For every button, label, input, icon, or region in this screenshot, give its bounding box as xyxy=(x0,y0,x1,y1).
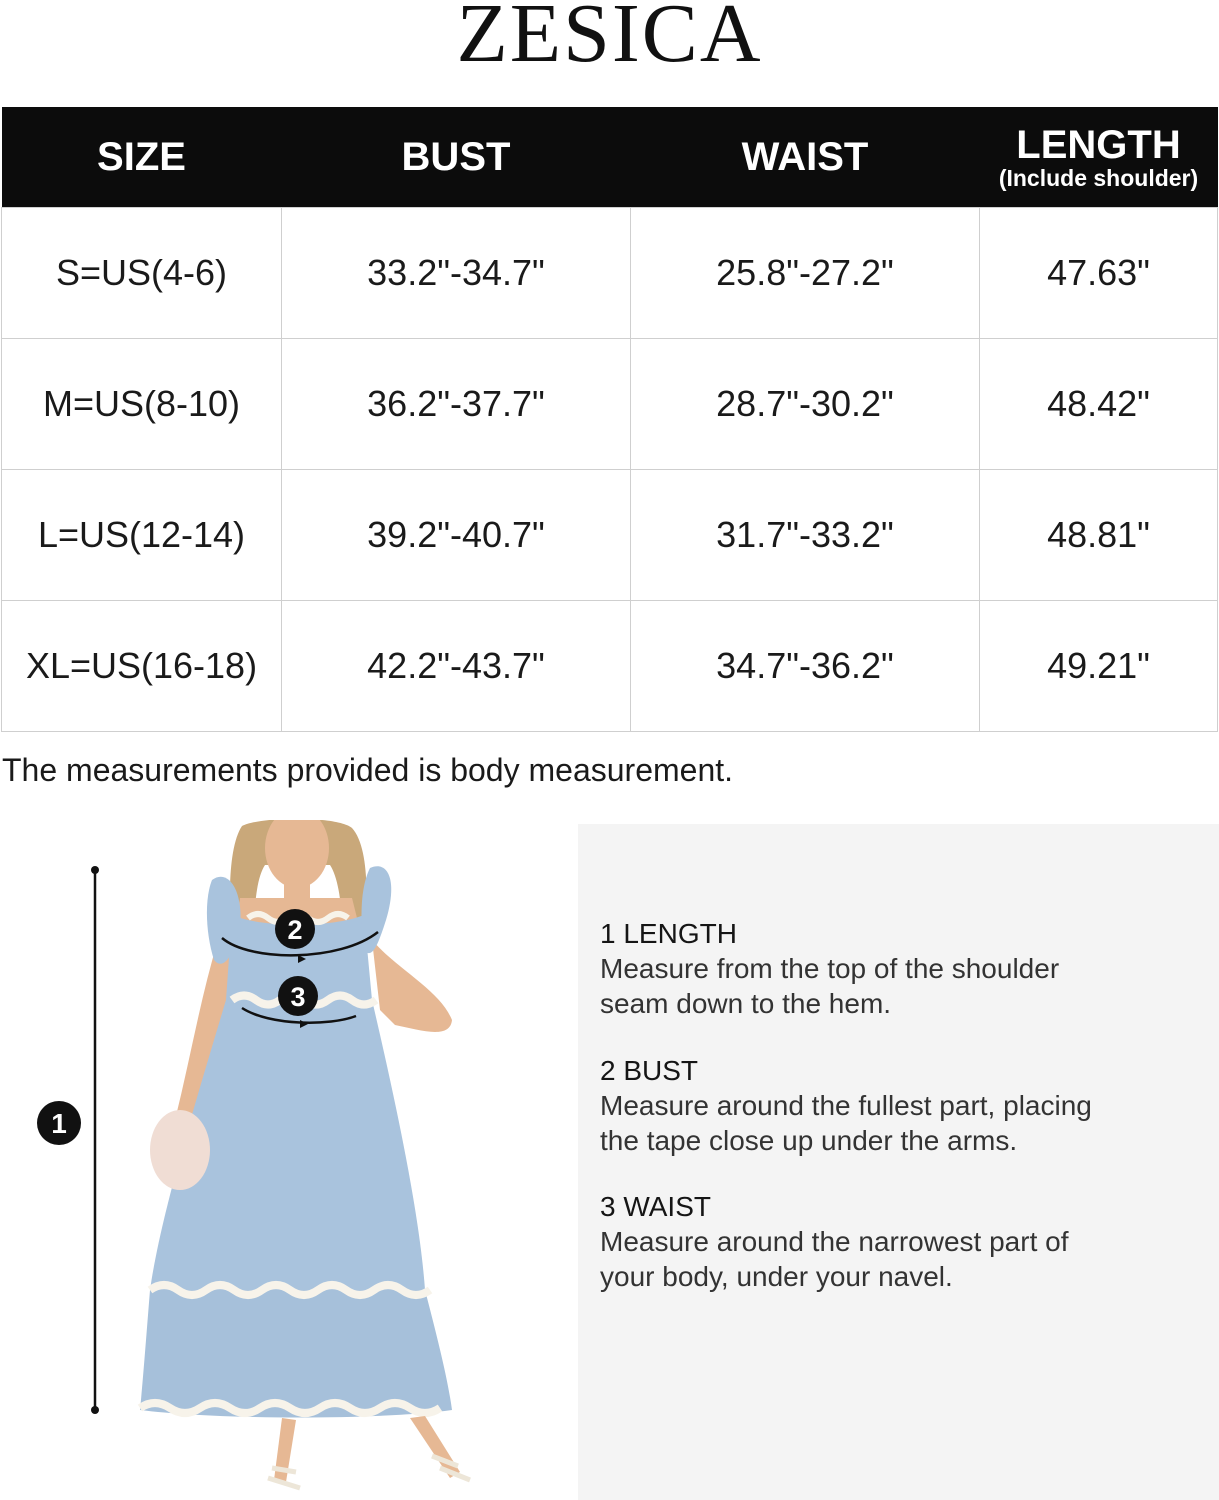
header-bust: BUST xyxy=(282,107,631,208)
cell-size: L=US(12-14) xyxy=(2,470,282,601)
cell-bust: 33.2"-34.7" xyxy=(282,208,631,339)
measurement-instructions-panel xyxy=(578,824,1219,1500)
marker-2-label: 2 xyxy=(287,915,303,945)
header-size: SIZE xyxy=(2,107,282,208)
dress-tier xyxy=(140,1290,452,1418)
cell-bust: 39.2"-40.7" xyxy=(282,470,631,601)
length-ruler-bottom-dot xyxy=(91,1406,99,1414)
measurement-note: The measurements provided is body measurement. xyxy=(2,752,734,788)
clutch-bag xyxy=(150,1110,210,1190)
brand-logo: ZESICA xyxy=(456,0,763,80)
instruction-waist xyxy=(600,1189,1068,1294)
cell-length: 47.63" xyxy=(980,208,1218,339)
cell-bust: 42.2"-43.7" xyxy=(282,601,631,732)
instruction-bust-title: 2 BUST xyxy=(600,1055,699,1086)
cell-waist: 25.8"-27.2" xyxy=(631,208,980,339)
cell-size: XL=US(16-18) xyxy=(2,601,282,732)
table-row xyxy=(2,601,1218,732)
instruction-length-line1: Measure from the top of the shoulder xyxy=(600,953,1060,984)
header-length xyxy=(980,107,1218,208)
marker-2 xyxy=(275,909,315,949)
table-row xyxy=(2,470,1218,601)
cell-waist: 31.7"-33.2" xyxy=(631,470,980,601)
cell-waist: 28.7"-30.2" xyxy=(631,339,980,470)
header-length-sub: (Include shoulder) xyxy=(998,165,1199,191)
right-arm xyxy=(372,940,452,1032)
instruction-waist-line2: your body, under your navel. xyxy=(600,1261,953,1292)
length-ruler-top-dot xyxy=(91,866,99,874)
marker-1 xyxy=(37,1101,81,1145)
cell-length: 49.21" xyxy=(980,601,1218,732)
size-chart-table xyxy=(1,107,1218,732)
instruction-length-title: 1 LENGTH xyxy=(600,918,737,949)
instruction-length xyxy=(600,916,1059,1021)
header-waist: WAIST xyxy=(631,107,980,208)
header-length-label: LENGTH xyxy=(1016,123,1181,167)
cell-bust: 36.2"-37.7" xyxy=(282,339,631,470)
marker-3 xyxy=(278,976,318,1016)
instruction-bust-line2: the tape close up under the arms. xyxy=(600,1125,1018,1156)
cell-size: M=US(8-10) xyxy=(2,339,282,470)
cell-length: 48.81" xyxy=(980,470,1218,601)
marker-3-label: 3 xyxy=(290,982,306,1012)
table-header-row xyxy=(2,107,1218,208)
instruction-waist-line1: Measure around the narrowest part of xyxy=(600,1226,1069,1257)
cell-size: S=US(4-6) xyxy=(2,208,282,339)
cell-waist: 34.7"-36.2" xyxy=(631,601,980,732)
right-leg xyxy=(410,1416,460,1478)
instruction-length-line2: seam down to the hem. xyxy=(600,988,892,1019)
dress-measurement-figure xyxy=(0,820,578,1500)
table-row xyxy=(2,339,1218,470)
cell-length: 48.42" xyxy=(980,339,1218,470)
instruction-bust-line1: Measure around the fullest part, placing xyxy=(600,1090,1092,1121)
marker-1-label: 1 xyxy=(51,1108,67,1139)
instruction-bust xyxy=(600,1053,1092,1158)
table-row xyxy=(2,208,1218,339)
instruction-waist-title: 3 WAIST xyxy=(600,1191,711,1222)
